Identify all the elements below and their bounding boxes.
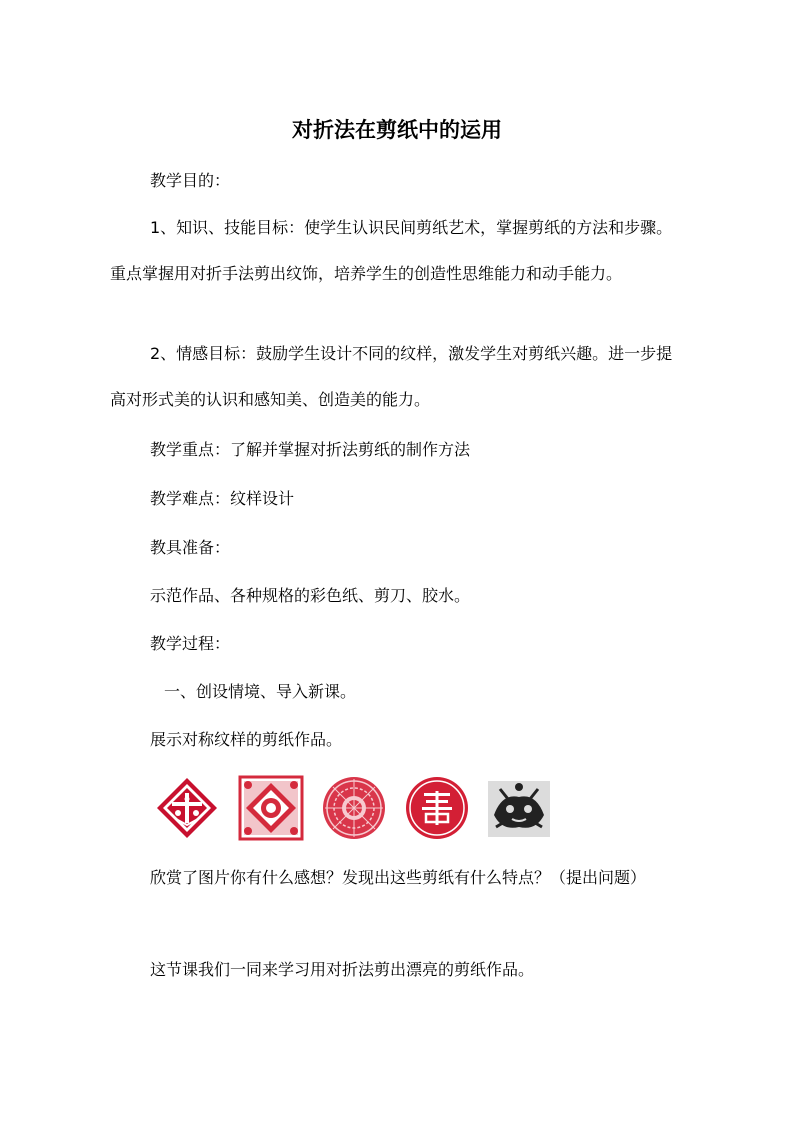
papercut-thumbnail-row [154, 775, 554, 841]
black-animal-papercut-image [486, 775, 552, 841]
paragraph-difficulty: 教学难点：纹样设计 [150, 489, 295, 508]
paragraph-question: 欣赏了图片你有什么感想？发现出这些剪纸有什么特点？（提出问题） [150, 868, 647, 887]
square-papercut-image [238, 775, 304, 841]
paragraph-process-heading: 教学过程： [150, 634, 231, 653]
double-happiness-papercut-image [404, 775, 470, 841]
paragraph-teaching-goal-heading: 教学目的： [150, 171, 231, 190]
paragraph-knowledge-goal: 1、知识、技能目标：使学生认识民间剪纸艺术，掌握剪纸的方法和步骤。重点掌握用对折手法剪出纹饰，培养学生的创造性思维能力和动手能力。 [110, 218, 673, 283]
paragraph-show-works: 展示对称纹样的剪纸作品。 [150, 730, 343, 749]
diamond-papercut-image [154, 775, 220, 841]
paragraph-emotion-goal: 2、情感目标：鼓励学生设计不同的纹样，激发学生对剪纸兴趣。进一步提高对形式美的认识和感知美、创造美的能力。 [110, 344, 673, 409]
paragraph-introduction: 这节课我们一同来学习用对折法剪出漂亮的剪纸作品。 [150, 960, 535, 979]
paragraph-materials: 示范作品、各种规格的彩色纸、剪刀、胶水。 [150, 586, 471, 605]
paragraph-key-point: 教学重点：了解并掌握对折法剪纸的制作方法 [150, 440, 471, 459]
round-pattern-papercut-image [321, 775, 387, 841]
document-title: 对折法在剪纸中的运用 [292, 117, 502, 142]
paragraph-materials-heading: 教具准备： [150, 538, 231, 557]
paragraph-step-one: 一、创设情境、导入新课。 [164, 682, 357, 701]
